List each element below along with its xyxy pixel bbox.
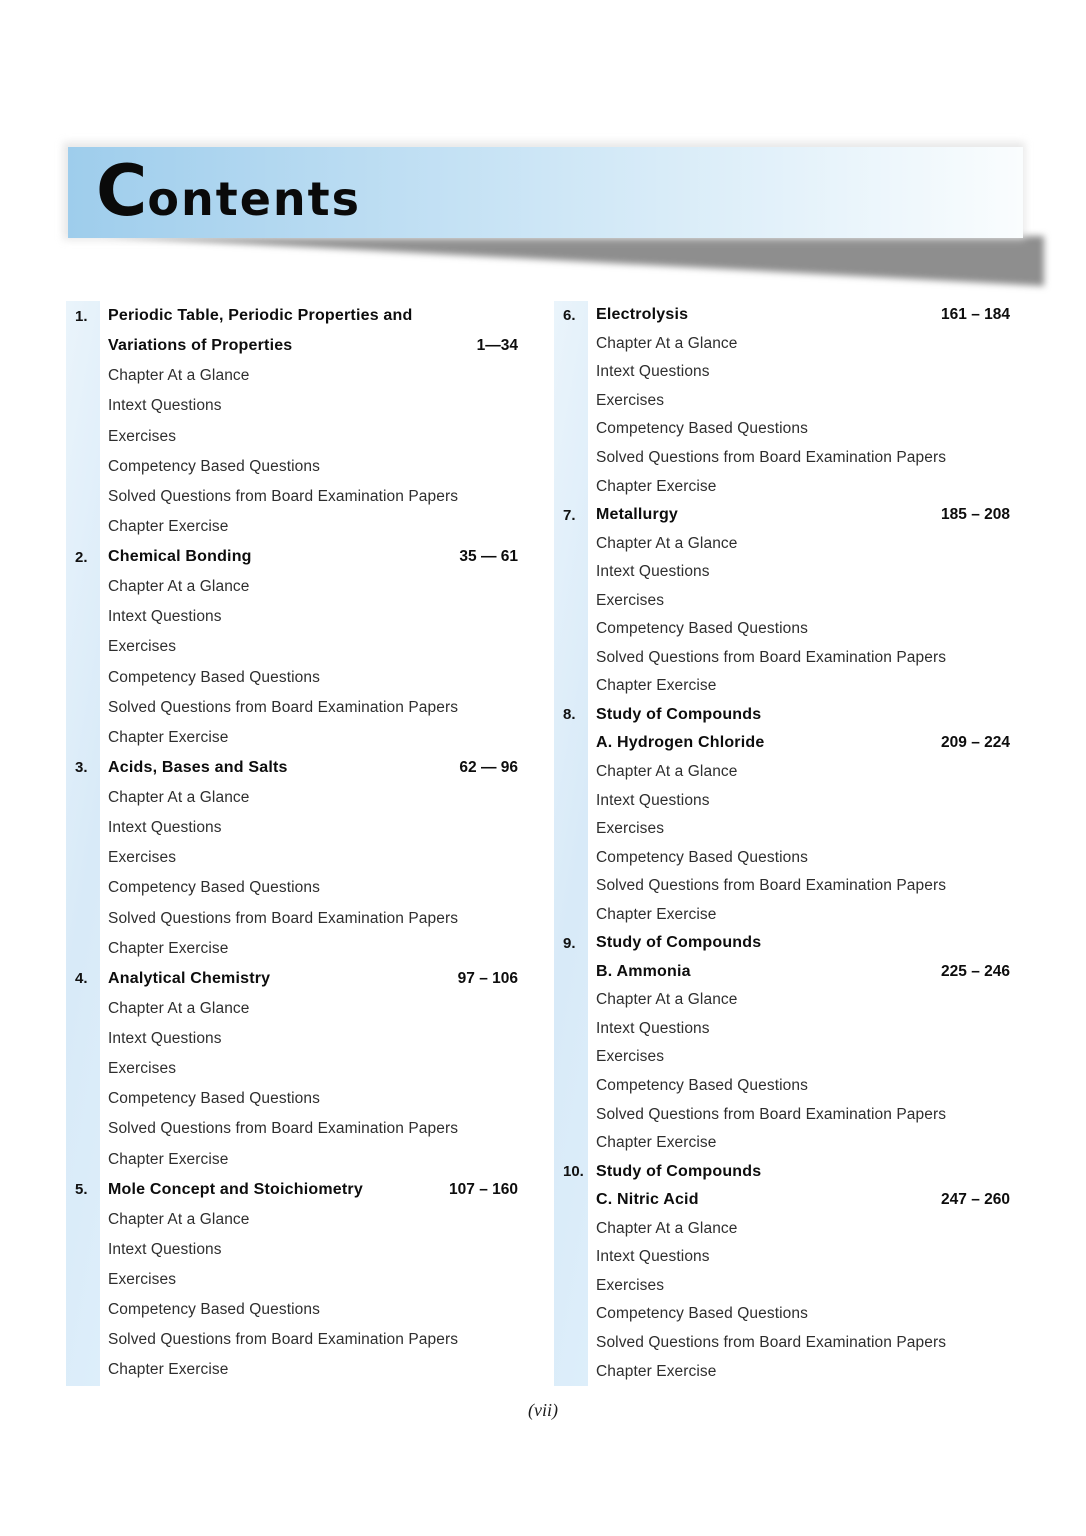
toc-subitem-row — [66, 422, 518, 452]
toc-column-left — [66, 301, 518, 1386]
toc-subitem-row — [66, 1295, 518, 1325]
subitem-label: Chapter At a Glance — [108, 578, 250, 596]
subitem-label: Solved Questions from Board Examination Papers — [596, 877, 947, 895]
subitem-label: Chapter At a Glance — [596, 991, 738, 1009]
subitem-label: Chapter At a Glance — [596, 763, 738, 781]
subitem-label: Intext Questions — [596, 1248, 710, 1266]
toc-subitem-row — [66, 994, 518, 1024]
toc-subitem-row — [554, 900, 1010, 929]
toc-subitem-row — [66, 361, 518, 391]
toc-subitem-row — [66, 1205, 518, 1235]
chapter-entry — [554, 301, 1010, 501]
subitem-label: Intext Questions — [108, 1030, 222, 1048]
toc-subitem-row — [554, 872, 1010, 901]
toc-subitem-row — [554, 1272, 1010, 1301]
subitem-label: Exercises — [596, 391, 665, 409]
toc-subitem-row — [66, 1084, 518, 1114]
chapter-title-row — [554, 701, 1010, 730]
chapter-title: Study of Compounds — [596, 705, 762, 723]
toc-subitem-row — [66, 602, 518, 632]
chapter-number: 8. — [563, 706, 576, 724]
toc-subitem-row — [66, 1265, 518, 1295]
chapter-entry — [554, 929, 1010, 1157]
toc-subitem-row — [554, 444, 1010, 473]
subitem-label: Solved Questions from Board Examination Papers — [108, 909, 459, 927]
chapter-number: 2. — [75, 548, 88, 566]
toc-subitem-row — [554, 387, 1010, 416]
subitem-label: Exercises — [108, 427, 177, 445]
subitem-label: Competency Based Questions — [108, 457, 320, 475]
page-title: Contents — [96, 150, 362, 232]
page-range: 247 – 260 — [941, 1191, 1010, 1209]
subitem-label: Intext Questions — [596, 791, 710, 809]
toc-subitem-row — [554, 1243, 1010, 1272]
subitem-label: Intext Questions — [596, 563, 710, 581]
subitem-label: Solved Questions from Board Examination Papers — [596, 648, 947, 666]
chapter-entry — [66, 753, 518, 964]
toc-subitem-row — [554, 415, 1010, 444]
subitem-label: Competency Based Questions — [108, 1301, 320, 1319]
toc-subitem-row — [66, 934, 518, 964]
subitem-label: Chapter Exercise — [108, 728, 229, 746]
chapter-title: Study of Compounds — [596, 934, 762, 952]
header-banner — [0, 0, 1086, 300]
toc-subitem-row — [66, 632, 518, 662]
toc-subitem-row — [66, 452, 518, 482]
subitem-label: Chapter At a Glance — [108, 999, 250, 1017]
subitem-label: Intext Questions — [596, 363, 710, 381]
chapter-title-row — [554, 1157, 1010, 1186]
chapter-title-row — [66, 1175, 518, 1205]
subitem-label: Competency Based Questions — [596, 1305, 808, 1323]
chapter-title-row — [66, 753, 518, 783]
toc-column-right — [554, 301, 1010, 1386]
page-range: 225 – 246 — [941, 962, 1010, 980]
subitem-label: Chapter Exercise — [108, 1361, 229, 1379]
subitem-label: Chapter At a Glance — [596, 534, 738, 552]
subitem-label: Competency Based Questions — [108, 668, 320, 686]
toc-subitem-row — [554, 472, 1010, 501]
chapter-title-line2: C. Nitric Acid — [596, 1191, 699, 1209]
banner-graphic — [0, 0, 1086, 300]
chapter-title: Metallurgy — [596, 506, 679, 524]
chapter-entry — [554, 1157, 1010, 1385]
toc-subitem-row — [66, 572, 518, 602]
toc-subitem-row — [554, 786, 1010, 815]
subitem-label: Competency Based Questions — [596, 1077, 808, 1095]
chapter-title-line2: A. Hydrogen Chloride — [596, 734, 765, 752]
page-range: 107 – 160 — [449, 1180, 518, 1198]
toc-subitem-row — [554, 529, 1010, 558]
toc-subitem-row — [66, 783, 518, 813]
page-number: (vii) — [528, 1400, 558, 1420]
chapter-subtitle-row — [554, 729, 1010, 758]
chapter-entry — [554, 501, 1010, 701]
chapter-title-row — [66, 301, 518, 331]
subitem-label: Intext Questions — [108, 608, 222, 626]
toc-subitem-row — [554, 1300, 1010, 1329]
toc-subitem-row — [66, 843, 518, 873]
toc-subitem-row — [554, 358, 1010, 387]
chapter-number: 1. — [75, 307, 88, 325]
page-range: 35 — 61 — [459, 548, 518, 566]
toc-subitem-row — [66, 391, 518, 421]
chapter-title-line2: B. Ammonia — [596, 962, 691, 980]
toc-subitem-row — [554, 843, 1010, 872]
subitem-label: Exercises — [596, 591, 665, 609]
subitem-label: Chapter Exercise — [108, 517, 229, 535]
subitem-label: Chapter At a Glance — [108, 789, 250, 807]
toc-subitem-row — [66, 1355, 518, 1385]
subitem-label: Chapter Exercise — [108, 1150, 229, 1168]
chapter-title: Electrolysis — [596, 306, 689, 324]
subitem-label: Exercises — [108, 1271, 177, 1289]
subitem-label: Chapter At a Glance — [108, 1210, 250, 1228]
subitem-label: Solved Questions from Board Examination Papers — [108, 1120, 459, 1138]
chapter-entry — [66, 301, 518, 542]
toc-subitem-row — [554, 558, 1010, 587]
toc-subitem-row — [554, 644, 1010, 673]
subitem-label: Exercises — [108, 1060, 177, 1078]
chapter-entry — [66, 542, 518, 753]
toc-subitem-row — [554, 1072, 1010, 1101]
page-range: 161 – 184 — [941, 306, 1010, 324]
chapter-subtitle-row — [66, 331, 518, 361]
subitem-label: Competency Based Questions — [596, 848, 808, 866]
chapter-title: Study of Compounds — [596, 1162, 762, 1180]
chapter-title: Periodic Table, Periodic Properties and — [108, 307, 413, 325]
toc-subitem-row — [554, 1215, 1010, 1244]
page-range: 62 — 96 — [459, 758, 518, 776]
toc-subitem-row — [66, 904, 518, 934]
chapter-number: 5. — [75, 1181, 88, 1199]
subitem-label: Competency Based Questions — [108, 879, 320, 897]
banner-shadow-swoosh — [100, 236, 1044, 286]
subitem-label: Intext Questions — [108, 1240, 222, 1258]
toc-subitem-row — [554, 1357, 1010, 1386]
toc-subitem-row — [554, 672, 1010, 701]
toc-subitem-row — [554, 330, 1010, 359]
subitem-label: Competency Based Questions — [596, 620, 808, 638]
chapter-title-row — [554, 301, 1010, 330]
toc-subitem-row — [66, 1235, 518, 1265]
page-range: 185 – 208 — [941, 506, 1010, 524]
chapter-entry — [66, 964, 518, 1175]
subitem-label: Chapter At a Glance — [596, 334, 738, 352]
chapter-title-row — [554, 501, 1010, 530]
chapter-title-row — [66, 542, 518, 572]
chapter-number: 4. — [75, 970, 88, 988]
toc-subitem-row — [66, 1325, 518, 1355]
subitem-label: Competency Based Questions — [108, 1090, 320, 1108]
toc-subitem-row — [66, 482, 518, 512]
toc-subitem-row — [554, 1129, 1010, 1158]
subitem-label: Exercises — [108, 638, 177, 656]
toc-subitem-row — [554, 1329, 1010, 1358]
chapter-subtitle-row — [554, 1186, 1010, 1215]
subitem-label: Intext Questions — [108, 819, 222, 837]
toc-subitem-row — [66, 512, 518, 542]
toc-subitem-row — [554, 615, 1010, 644]
subitem-label: Solved Questions from Board Examination Papers — [596, 1105, 947, 1123]
subitem-label: Exercises — [108, 849, 177, 867]
toc-subitem-row — [66, 1054, 518, 1084]
subitem-label: Chapter Exercise — [596, 477, 717, 495]
subitem-label: Exercises — [596, 1276, 665, 1294]
toc-subitem-row — [554, 986, 1010, 1015]
subitem-label: Chapter Exercise — [596, 677, 717, 695]
toc-subitem-row — [66, 873, 518, 903]
subitem-label: Solved Questions from Board Examination Papers — [108, 1331, 459, 1349]
chapter-title: Analytical Chemistry — [108, 969, 271, 987]
subitem-label: Intext Questions — [108, 397, 222, 415]
subitem-label: Chapter At a Glance — [108, 367, 250, 385]
toc-subitem-row — [66, 1024, 518, 1054]
chapter-title-line2: Variations of Properties — [108, 337, 293, 355]
page-range: 1—34 — [476, 337, 518, 355]
subitem-label: Exercises — [596, 1048, 665, 1066]
toc-subitem-row — [66, 813, 518, 843]
toc-subitem-row — [554, 758, 1010, 787]
chapter-number: 3. — [75, 759, 88, 777]
chapter-title: Mole Concept and Stoichiometry — [108, 1180, 363, 1198]
chapter-title: Chemical Bonding — [108, 548, 252, 566]
chapter-subtitle-row — [554, 958, 1010, 987]
chapter-entry — [554, 701, 1010, 929]
page-range: 97 – 106 — [457, 969, 518, 987]
toc-subitem-row — [554, 1043, 1010, 1072]
toc-subitem-row — [554, 1015, 1010, 1044]
page-range: 209 – 224 — [941, 734, 1010, 752]
subitem-label: Solved Questions from Board Examination Papers — [596, 449, 947, 466]
toc-subitem-row — [554, 1100, 1010, 1129]
chapter-title-row — [66, 964, 518, 994]
subitem-label: Chapter Exercise — [596, 1134, 717, 1152]
subitem-label: Chapter At a Glance — [596, 1219, 738, 1237]
subitem-label: Solved Questions from Board Examination Papers — [596, 1333, 947, 1351]
toc-subitem-row — [554, 815, 1010, 844]
subitem-label: Chapter Exercise — [108, 939, 229, 957]
subitem-label: Exercises — [596, 820, 665, 838]
toc-subitem-row — [66, 1145, 518, 1175]
subitem-label: Intext Questions — [596, 1019, 710, 1037]
subitem-label: Chapter Exercise — [596, 905, 717, 923]
chapter-entry — [66, 1175, 518, 1386]
subitem-label: Chapter Exercise — [596, 1362, 717, 1380]
toc-subitem-row — [66, 663, 518, 693]
toc-subitem-row — [66, 693, 518, 723]
chapter-number: 7. — [563, 506, 576, 524]
chapter-number: 9. — [563, 934, 576, 952]
chapter-title-row — [554, 929, 1010, 958]
subitem-label: Solved Questions from Board Examination Papers — [108, 487, 459, 505]
chapter-title: Acids, Bases and Salts — [108, 758, 288, 776]
chapter-number: 10. — [563, 1163, 584, 1181]
toc-subitem-row — [66, 723, 518, 753]
toc-subitem-row — [66, 1114, 518, 1144]
toc-subitem-row — [554, 586, 1010, 615]
subitem-label: Solved Questions from Board Examination Papers — [108, 698, 459, 716]
chapter-number: 6. — [563, 306, 576, 324]
subitem-label: Competency Based Questions — [596, 420, 808, 438]
